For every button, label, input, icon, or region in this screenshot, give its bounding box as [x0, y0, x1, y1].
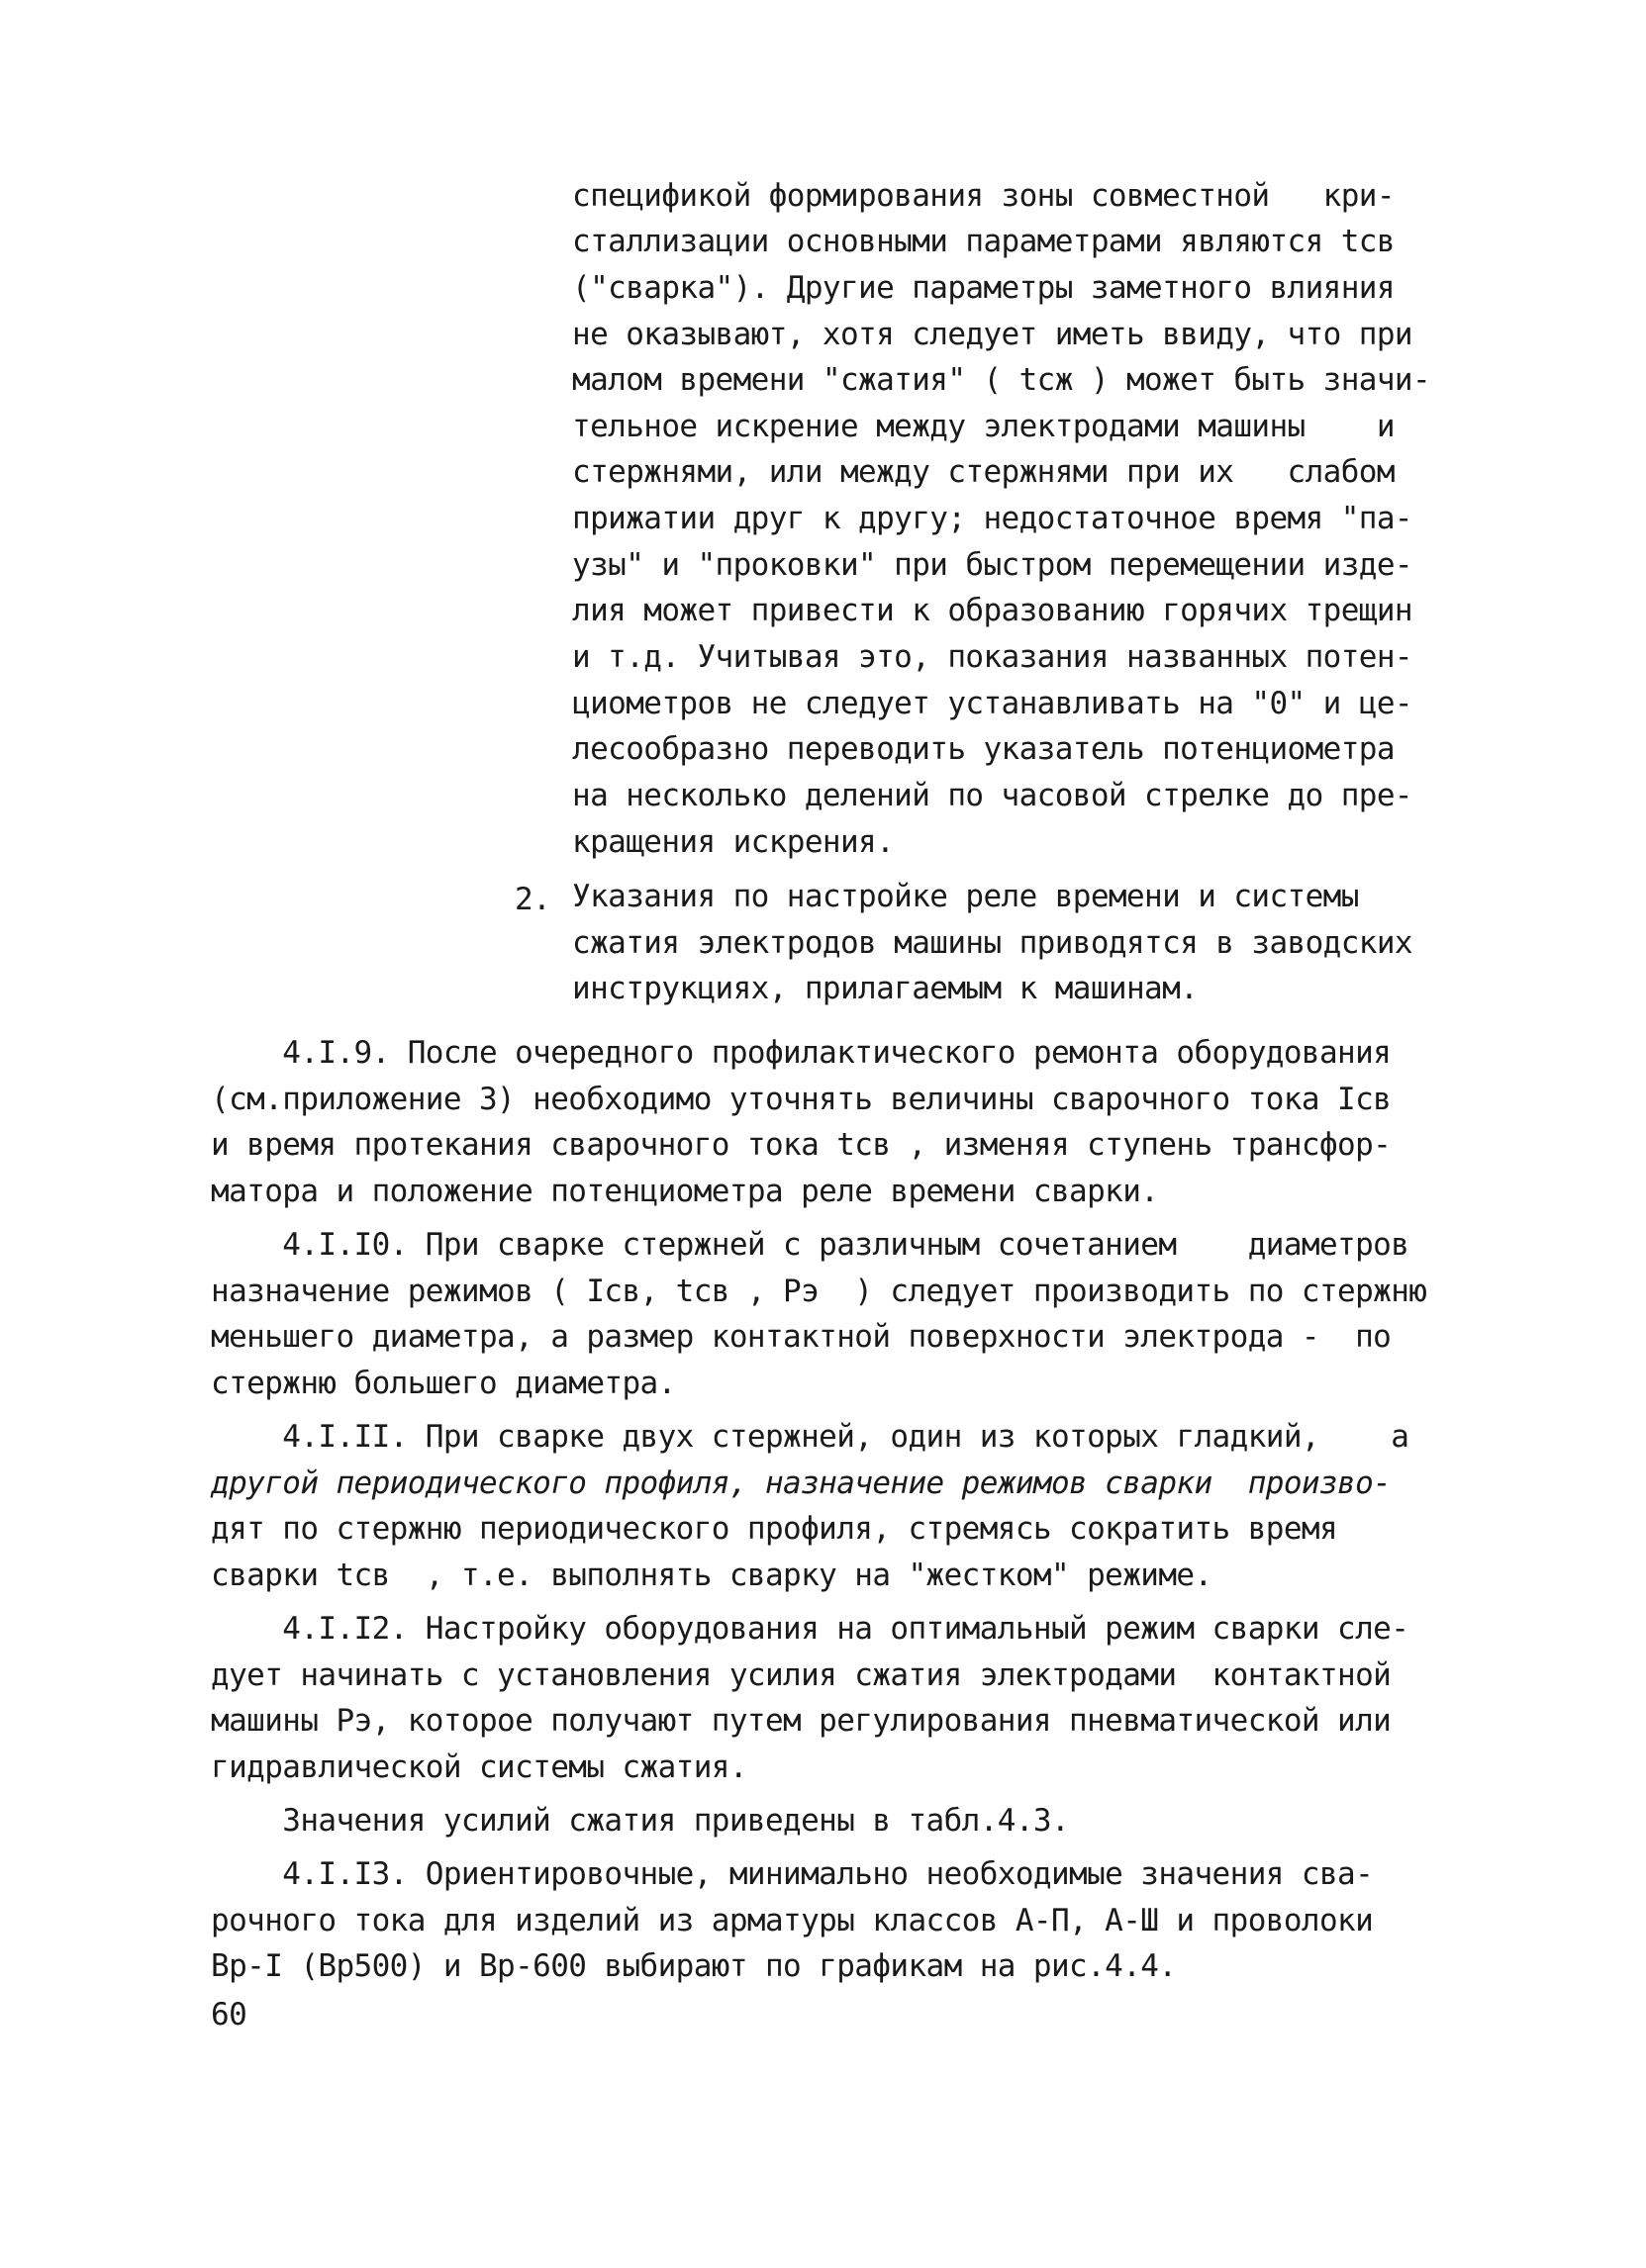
paragraph-line: стержню большего диаметра.: [211, 1366, 676, 1401]
note-1-line: малом времени "сжатия" ( tсж ) может быть значи-: [572, 362, 1431, 398]
paragraph-line: 4.I.I0. При сварке стержней с различным сочетанием диаметров: [211, 1227, 1409, 1263]
paragraph-line: машины Рэ, которое получают путем регулирования пневматической или: [211, 1703, 1392, 1739]
paragraph-line: сварки tсв , т.е. выполнять сварку на "жестком" режиме.: [211, 1558, 1212, 1593]
note-1-line: лесообразно переводить указатель потенциометра: [572, 731, 1395, 767]
note-1-line: ("сварка"). Другие параметры заметного влияния: [572, 270, 1395, 306]
note-1-line: лия может привести к образованию горячих трещин: [572, 593, 1412, 628]
paragraph-line: 4.I.9. После очередного профилактического ремонта оборудования: [211, 1035, 1392, 1071]
paragraph-line: Значения усилий сжатия приведены в табл.4.3.: [211, 1803, 1070, 1839]
note-2-line: инструкциях, прилагаемым к машинам.: [572, 971, 1199, 1006]
note-1-line: прижатии друг к другу; недостаточное время "па-: [572, 501, 1412, 536]
note-2-number: 2.: [515, 882, 551, 917]
paragraph-line: 4.I.I3. Ориентировочные, минимально необходимые значения сва-: [211, 1856, 1374, 1892]
paragraph-line: дят по стержню периодического профиля, стремясь сократить время: [211, 1511, 1338, 1547]
paragraph-line: и время протекания сварочного тока tсв , изменяя ступень трансфор-: [211, 1127, 1392, 1163]
note-1-line: циометров не следует устанавливать на "0" и це-: [572, 686, 1412, 721]
note-1-line: кращения искрения.: [572, 824, 895, 860]
paragraph-line: 4.I.II. При сварке двух стержней, один из которых гладкий, а: [211, 1419, 1409, 1455]
paragraph-line: дует начинать с установления усилия сжатия электродами контактной: [211, 1657, 1392, 1693]
paragraph-line: 4.I.I2. Настройку оборудования на оптимальный режим сварки сле-: [211, 1611, 1409, 1647]
note-1-line: и т.д. Учитывая это, показания названных потен-: [572, 639, 1412, 675]
paragraph-line: назначение режимов ( Iсв, tсв , Pэ ) следует производить по стержню: [211, 1274, 1427, 1309]
paragraph-line: рочного тока для изделий из арматуры классов А-П, А-Ш и проволоки: [211, 1903, 1374, 1938]
note-1-line: узы" и "проковки" при быстром перемещении изде-: [572, 547, 1412, 583]
paragraph-line: (см.приложение 3) необходимо уточнять величины сварочного тока Iсв: [211, 1082, 1392, 1117]
paragraph-line: Вр-I (Вр500) и Вр-600 выбирают по графикам на рис.4.4.: [211, 1948, 1177, 1984]
note-2-line: Указания по настройке реле времени и системы: [572, 879, 1359, 914]
note-1-line: на несколько делений по часовой стрелке до пре-: [572, 778, 1412, 813]
note-1-line: сталлизации основными параметрами являются tсв: [572, 224, 1395, 259]
paragraph-line: матора и положение потенциометра реле времени сварки.: [211, 1174, 1159, 1209]
note-1-line: спецификой формирования зоны совместной кри-: [572, 178, 1395, 214]
paragraph-line: другой периодического профиля, назначение режимов сварки произво-: [211, 1465, 1392, 1501]
page-number: 60: [211, 1997, 247, 2032]
note-1-line: не оказывают, хотя следует иметь ввиду, что при: [572, 317, 1412, 352]
note-2-line: сжатия электродов машины приводятся в заводских: [572, 925, 1412, 961]
note-1-line: стержнями, или между стержнями при их слабом: [572, 454, 1395, 490]
paragraph-line: меньшего диаметра, а размер контактной поверхности электрода - по: [211, 1319, 1392, 1355]
paragraph-line: гидравлической системы сжатия.: [211, 1749, 747, 1785]
note-1-line: тельное искрение между электродами машины и: [572, 409, 1395, 444]
